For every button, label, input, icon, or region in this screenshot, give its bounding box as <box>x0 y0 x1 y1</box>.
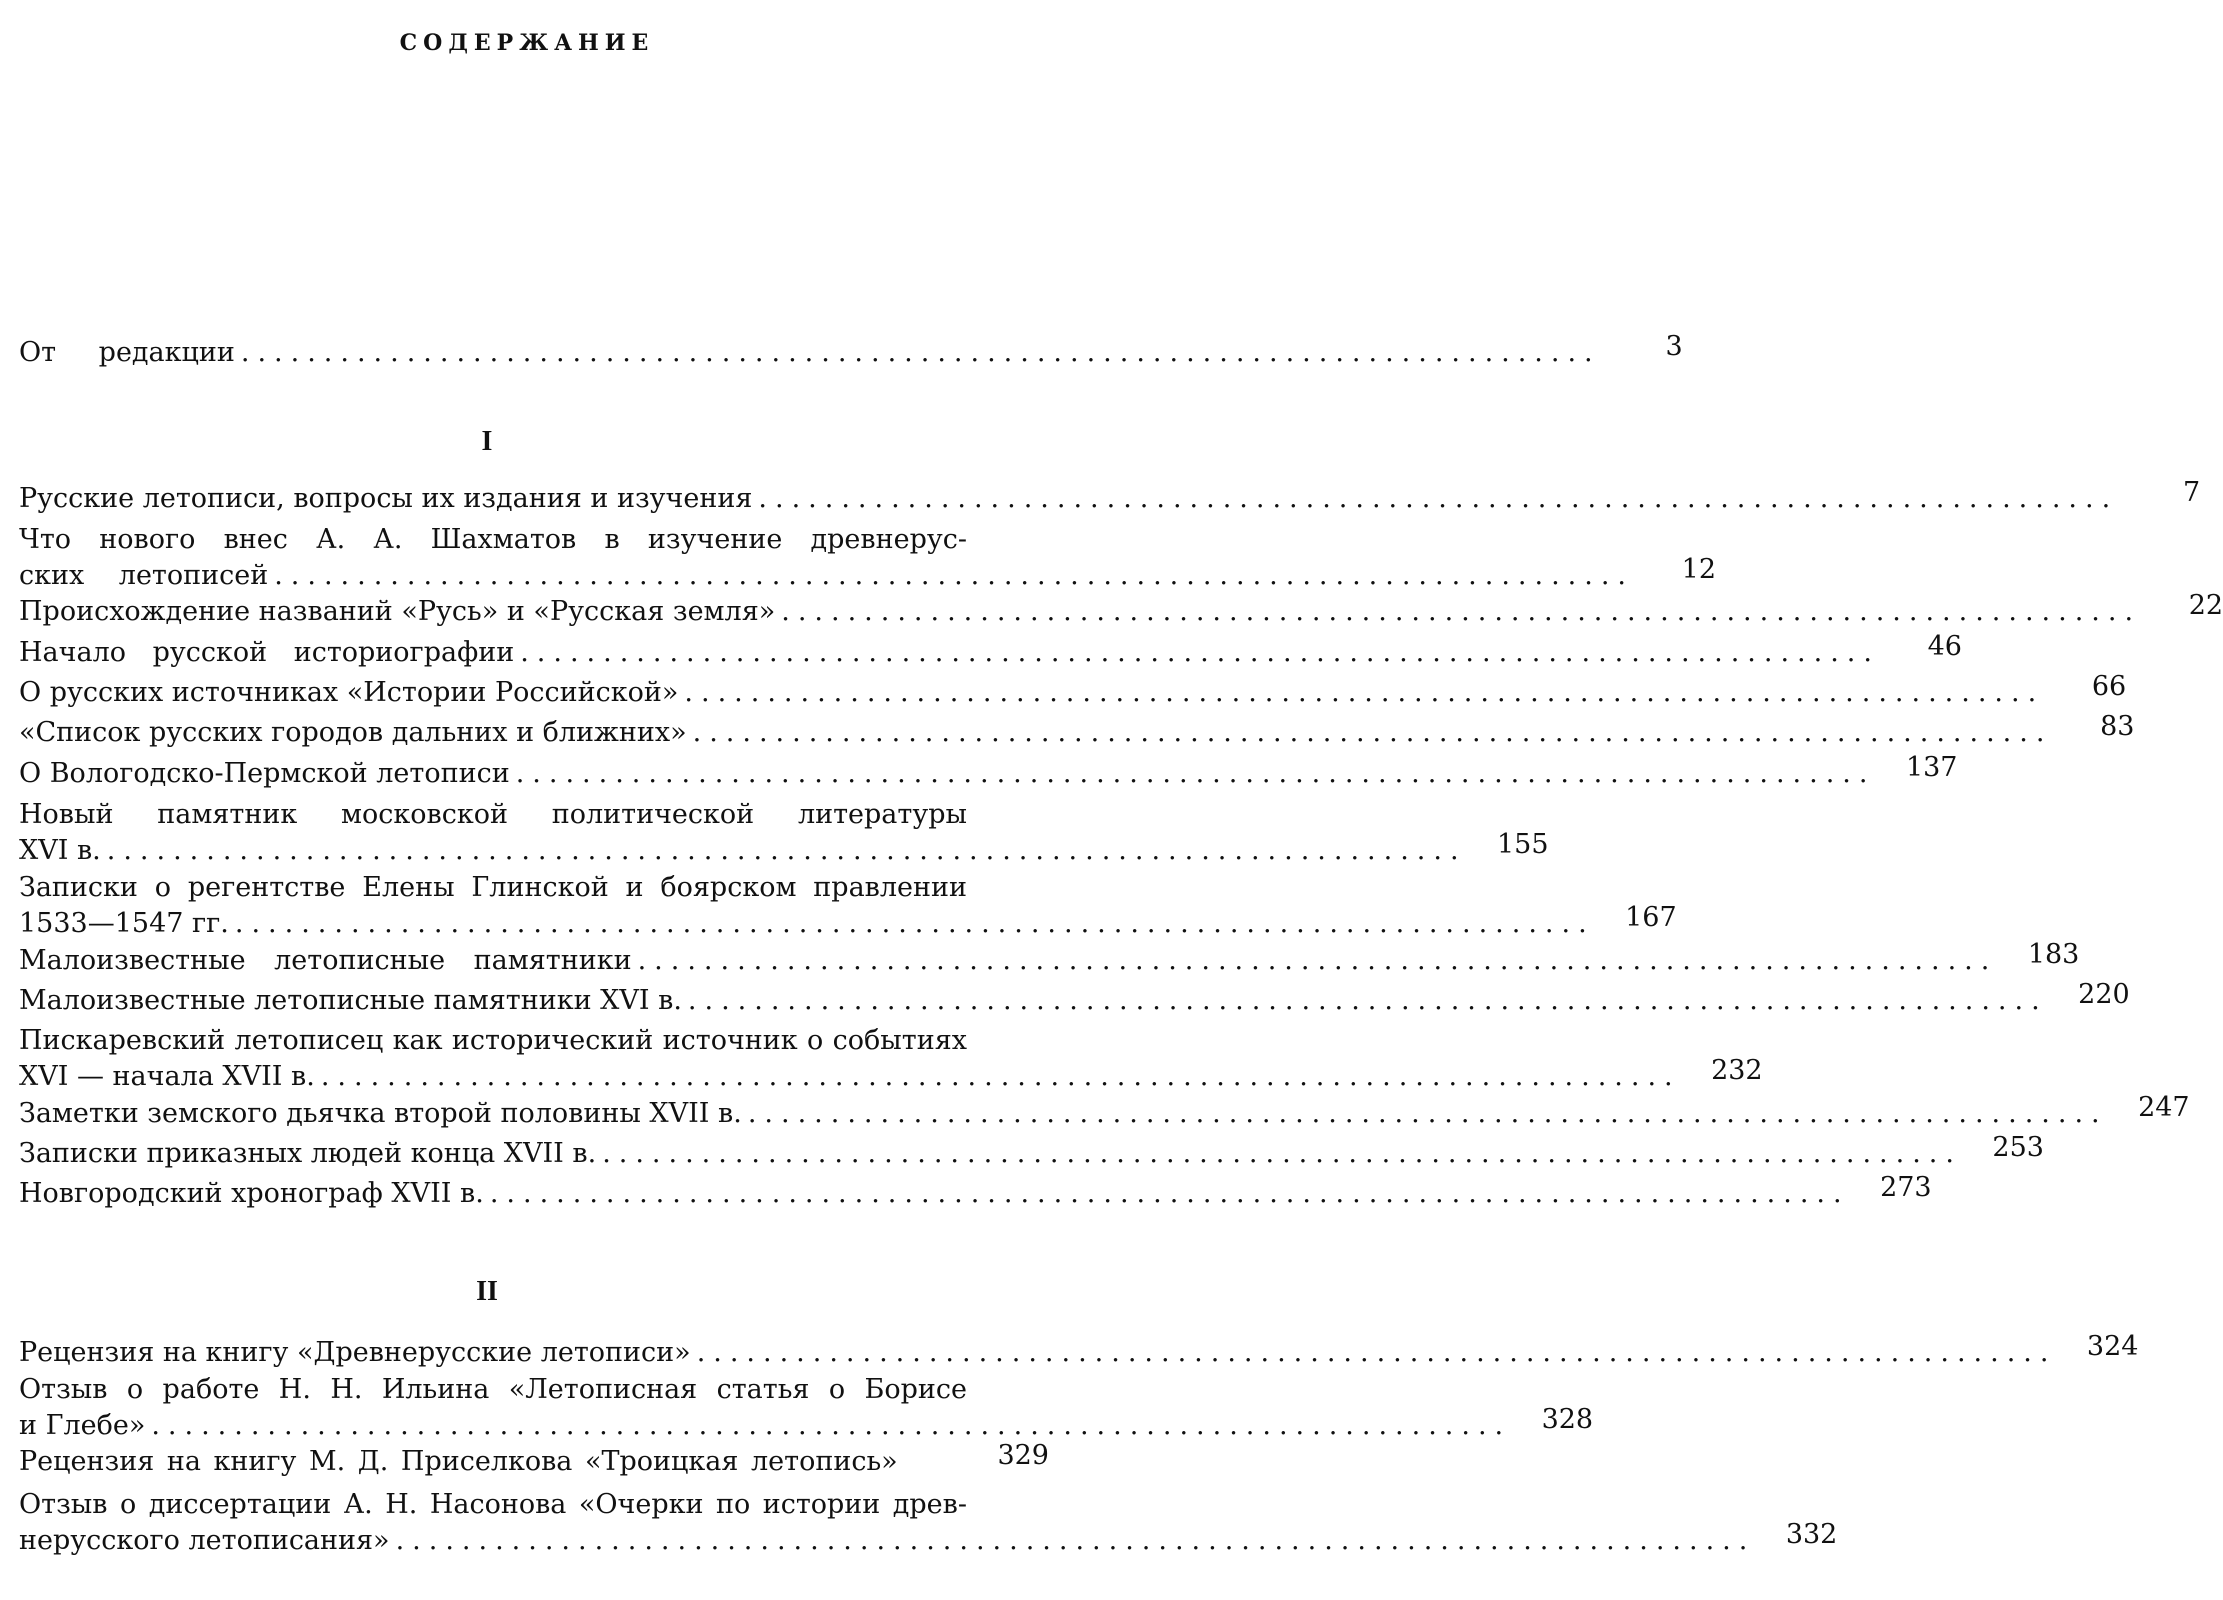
toc-entry-line <box>19 331 1683 371</box>
dot-leader: .................................................................................. <box>320 1061 1681 1092</box>
toc-page-number: 324 <box>2086 1331 2139 1362</box>
toc-page-number: 83 <box>2100 711 2135 742</box>
toc-entry-title-cont: XVI в. <box>19 835 101 866</box>
toc-entry-title: Русские летописи, вопросы их издания и изучения <box>19 483 753 514</box>
toc-entry-title-cont: нерусского летописания» <box>19 1525 390 1556</box>
toc-entry-title: Записки приказных людей конца XVII в. <box>19 1138 597 1169</box>
toc-page-number: 253 <box>1992 1132 2044 1163</box>
toc-entry <box>19 1331 2139 1371</box>
dot-leader: .................................................................................. <box>781 596 2142 627</box>
toc-page-number: 183 <box>2027 939 2080 970</box>
toc-entry <box>19 979 2130 1019</box>
toc-entry-title: Начало русской историографии <box>19 637 515 668</box>
toc-entry <box>19 1172 1932 1212</box>
dot-leader: .................................................................................. <box>692 717 2053 748</box>
toc-entry-title: Что нового внес А. А. Шахматов в изучение древнерус- <box>19 524 967 555</box>
dot-leader: .................................................................................. <box>151 1410 1512 1441</box>
toc-entry-title: Происхождение названий «Русь» и «Русская земля» <box>19 596 776 627</box>
toc-entry <box>19 477 2201 517</box>
toc-page-number: 167 <box>1625 902 1677 933</box>
dot-leader: .................................................................................. <box>696 1337 2057 1368</box>
toc-entry-title-cont: 1533—1547 гг. <box>19 908 229 939</box>
toc-entry <box>19 870 1677 942</box>
toc-entry-intro <box>19 331 1683 371</box>
toc-entry <box>19 752 1958 792</box>
toc-entry <box>19 711 2135 751</box>
dot-leader: .................................................................................. <box>758 483 2119 514</box>
toc-page-number: 232 <box>1711 1055 1763 1086</box>
toc-page-number: 220 <box>2078 979 2130 1010</box>
toc-entry-title-cont: XVI — начала XVII в. <box>19 1061 315 1092</box>
toc-page-number: 7 <box>2183 477 2201 508</box>
toc-page-number: 46 <box>1927 631 1962 662</box>
toc-entry-title: Рецензия на книгу М. Д. Приселкова «Троицкая летопись» <box>19 1446 898 1477</box>
toc-entry-title: Новгородский хронограф XVII в. <box>19 1178 484 1209</box>
toc-page-number: 332 <box>1785 1519 1838 1550</box>
dot-leader: .................................................................................. <box>637 945 1998 976</box>
toc-entry <box>19 1372 1594 1444</box>
toc-entry-title-cont: ских летописей <box>19 560 269 591</box>
toc-page-number: 12 <box>1681 554 1716 585</box>
toc-entry-title: О Вологодско-Пермской летописи <box>19 758 510 789</box>
toc-entry <box>19 631 1962 671</box>
dot-leader: .................................................................................. <box>274 560 1634 591</box>
toc-entry-title: Малоизвестные летописные памятники XVI в. <box>19 985 682 1016</box>
toc-entry <box>19 522 1716 594</box>
toc-page-number: 328 <box>1541 1404 1594 1435</box>
toc-entry <box>19 590 2223 630</box>
toc-page-number: 66 <box>2091 671 2127 702</box>
toc-entry-title: Рецензия на книгу «Древнерусские летописи» <box>19 1337 691 1368</box>
toc-entry <box>19 939 2080 979</box>
toc-entry-title-cont: и Глебе» <box>19 1410 146 1441</box>
toc-entry <box>19 1487 1838 1559</box>
dot-leader: .................................................................................. <box>602 1138 1962 1169</box>
toc-entry-title: Записки о регентстве Елены Глинской и боярском правлении <box>19 872 967 903</box>
toc-entry <box>19 797 1549 869</box>
toc-entry-title: Заметки земского дьячка второй половины XVII в. <box>19 1098 742 1129</box>
toc-entry-title: Новый памятник московской политической литературы <box>19 799 967 830</box>
toc-page-number: 3 <box>1665 331 1683 362</box>
toc-entry-title: От редакции <box>19 337 235 368</box>
toc-entry-title: Отзыв о диссертации А. Н. Насонова «Очерки по истории древ- <box>19 1489 967 1520</box>
section-numeral: II <box>476 1276 498 1307</box>
toc-entry-title: Малоизвестные летописные памятники <box>19 945 632 976</box>
toc-entry <box>19 671 2127 711</box>
dot-leader: .................................................................................. <box>489 1178 1850 1209</box>
dot-leader: .................................................................................. <box>515 758 1876 789</box>
toc-page-number: 329 <box>997 1440 1049 1471</box>
toc-entry-title: О русских источниках «Истории Российской» <box>19 677 679 708</box>
toc-entry <box>19 1132 2044 1172</box>
toc-page-number: 22 <box>2188 590 2223 621</box>
dot-leader: .................................................................................. <box>684 677 2045 708</box>
dot-leader: .................................................................................. <box>687 985 2048 1016</box>
dot-leader: .................................................................................. <box>106 835 1467 866</box>
toc-entry <box>19 1440 1049 1480</box>
page-title: СОДЕРЖАНИЕ <box>399 30 655 56</box>
toc-entry <box>19 1023 1763 1095</box>
toc-entry-title: Пискаревский летописец как исторический источник о событиях <box>19 1025 967 1056</box>
toc-page-number: 247 <box>2138 1092 2190 1123</box>
toc-page-number: 273 <box>1880 1172 1932 1203</box>
toc-entry <box>19 1092 2190 1132</box>
dot-leader: .................................................................................. <box>234 908 1595 939</box>
toc-entry-title: «Список русских городов дальних и ближних» <box>19 717 687 748</box>
toc-page-number: 137 <box>1905 752 1958 783</box>
dot-leader: .................................................................................. <box>520 637 1880 668</box>
dot-leader: .................................................................................. <box>395 1525 1756 1556</box>
dot-leader: .................................................................................. <box>747 1098 2108 1129</box>
dot-leader: .................................................................................. <box>240 337 1601 368</box>
toc-page-number: 155 <box>1497 829 1549 860</box>
toc-entry-title: Отзыв о работе Н. Н. Ильина «Летописная статья о Борисе <box>19 1374 967 1405</box>
section-numeral: I <box>481 426 493 457</box>
